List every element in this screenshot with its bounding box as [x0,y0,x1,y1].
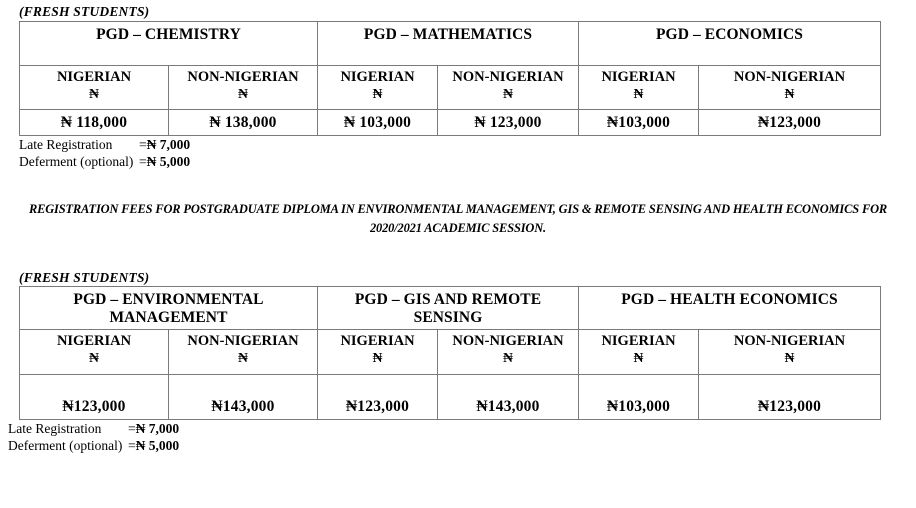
naira-symbol: ₦ [238,86,248,101]
fresh-students-label-2: (FRESH STUDENTS) [19,270,150,285]
programme-group-header: PGD – CHEMISTRY [20,22,318,66]
naira-symbol: ₦ [238,350,248,365]
nationality-header [438,66,579,110]
nationality-label: NON-NIGERIAN [187,69,299,85]
fee-amount-cell: ₦123,000 [318,375,438,420]
nationality-label: NIGERIAN [601,333,676,349]
fee-amount-cell: ₦103,000 [579,375,699,420]
note-amount: ₦ 7,000 [135,421,180,436]
note-label: Late Registration [8,421,102,436]
nationality-label: NON-NIGERIAN [452,333,564,349]
nationality-header [20,330,169,375]
note-equals: = [128,437,136,453]
nationality-label: NIGERIAN [340,333,415,349]
fee-amount-cell: ₦ 103,000 [318,110,438,136]
naira-symbol: ₦ [89,86,99,101]
fee-amount-cell: ₦123,000 [20,375,169,420]
fee-amount-cell: ₦123,000 [699,110,881,136]
note-label: Late Registration [19,137,113,152]
note-amount: ₦ 7,000 [146,137,191,152]
note-row [8,421,179,438]
fee-amount-cell: ₦103,000 [579,110,699,136]
nationality-header [579,330,699,375]
fees-table-1 [19,21,881,136]
nationality-header [318,66,438,110]
naira-symbol: ₦ [633,86,644,101]
note-label: Deferment (optional) [19,153,134,169]
note-equals: = [139,137,147,152]
naira-symbol: ₦ [784,86,795,101]
naira-symbol: ₦ [372,350,383,365]
programme-group-header: PGD – ECONOMICS [579,22,881,66]
naira-symbol: ₦ [503,350,513,365]
note-equals: = [139,153,147,169]
nationality-label: NIGERIAN [56,333,132,349]
nationality-header-row [20,330,881,375]
nationality-header [318,330,438,375]
fee-amount-cell: ₦ 138,000 [169,110,318,136]
fee-value-row [20,110,881,136]
nationality-label: NIGERIAN [601,69,676,85]
nationality-header [699,66,881,110]
nationality-label: NON-NIGERIAN [733,333,846,349]
naira-symbol: ₦ [89,350,99,365]
notes-block-1 [19,137,190,170]
programme-group-header: PGD – GIS AND REMOTE SENSING [318,287,579,330]
nationality-label: NON-NIGERIAN [733,69,846,85]
fee-value-row [20,375,881,420]
nationality-header [699,330,881,375]
note-row [19,154,190,171]
fresh-students-label-1: (FRESH STUDENTS) [19,4,150,19]
naira-symbol: ₦ [503,86,513,101]
fees-table-1-wrapper [19,21,881,136]
note-label: Deferment (optional) [8,437,123,453]
fees-table-2 [19,286,881,420]
naira-symbol: ₦ [633,350,644,365]
note-row [8,438,179,455]
fee-amount-cell: ₦143,000 [169,375,318,420]
nationality-header [438,330,579,375]
note-row [19,137,190,154]
naira-symbol: ₦ [784,350,795,365]
fee-amount-cell: ₦ 123,000 [438,110,579,136]
fee-amount-cell: ₦ 118,000 [20,110,169,136]
nationality-header [169,66,318,110]
fee-amount-cell: ₦123,000 [699,375,881,420]
note-amount: ₦ 5,000 [146,153,191,169]
notes-block-2 [8,421,179,454]
group-header-row [20,287,881,330]
nationality-label: NON-NIGERIAN [187,333,299,349]
fees-table-2-wrapper [19,286,881,420]
programme-group-header: PGD – HEALTH ECONOMICS [579,287,881,330]
nationality-label: NON-NIGERIAN [452,69,564,85]
note-amount: ₦ 5,000 [135,437,180,453]
nationality-label: NIGERIAN [340,69,415,85]
section-heading: REGISTRATION FEES FOR POSTGRADUATE DIPLOMA IN ENVIRONMENTAL MANAGEMENT, GIS & REMOTE SENSING AND HEALTH ECONOMICS FOR 2020/2021 ACADEMIC SESSION. [28,202,888,235]
note-equals: = [128,421,136,436]
nationality-header [579,66,699,110]
group-header-row [20,22,881,66]
nationality-header [20,66,169,110]
programme-group-header: PGD – MATHEMATICS [318,22,579,66]
nationality-header [169,330,318,375]
programme-group-header: PGD – ENVIRONMENTAL MANAGEMENT [20,287,318,330]
nationality-label: NIGERIAN [56,69,132,85]
naira-symbol: ₦ [372,86,383,101]
fee-amount-cell: ₦143,000 [438,375,579,420]
nationality-header-row [20,66,881,110]
